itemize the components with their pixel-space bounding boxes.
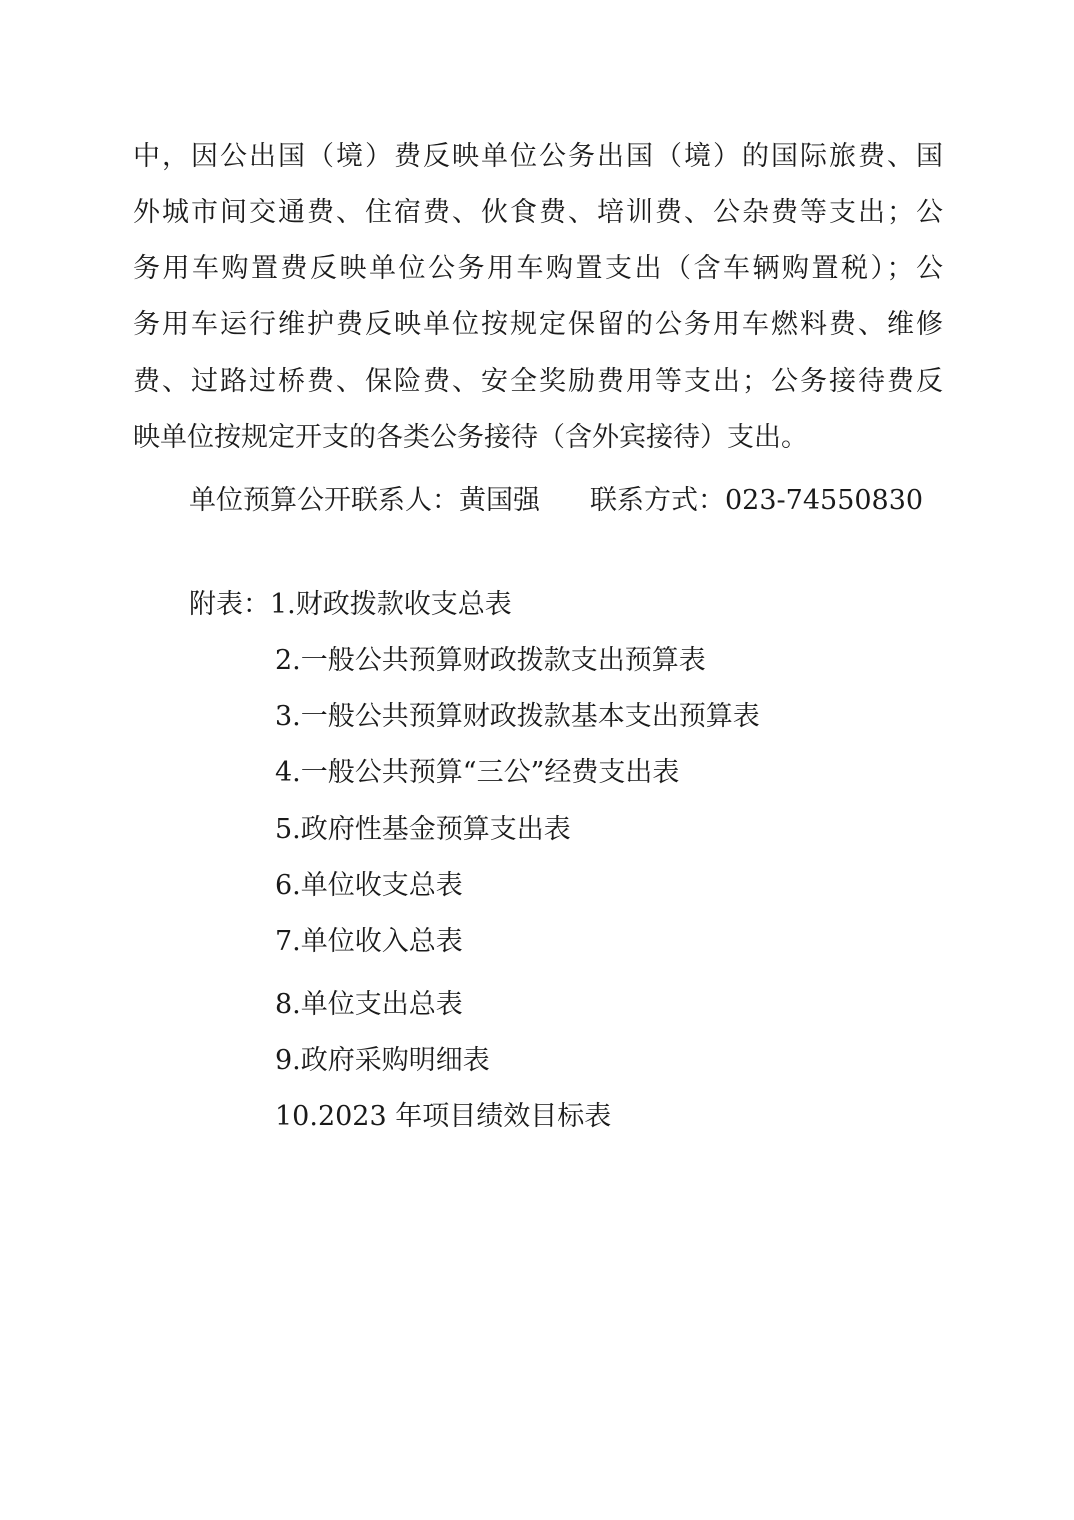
attachment-first-row xyxy=(189,585,512,625)
contact-line xyxy=(189,481,923,521)
paragraph-line-6: 映单位按规定开支的各类公务接待（含外宾接待）支出。 xyxy=(133,422,808,453)
attachment-item-5: 5.政府性基金预算支出表 xyxy=(275,814,571,845)
paragraph-line-4: 务用车运行维护费反映单位按规定保留的公务用车燃料费、维修 xyxy=(133,309,943,340)
attachment-item-9: 9.政府采购明细表 xyxy=(275,1045,490,1076)
contact-phone: 联系方式：023-74550830 xyxy=(590,485,924,516)
paragraph-line-2: 外城市间交通费、住宿费、伙食费、培训费、公杂费等支出；公 xyxy=(133,197,943,228)
attachment-item-4: 4.一般公共预算“三公”经费支出表 xyxy=(275,757,680,788)
paragraph-line-5: 费、过路过桥费、保险费、安全奖励费用等支出；公务接待费反 xyxy=(133,366,943,397)
attachment-item-3: 3.一般公共预算财政拨款基本支出预算表 xyxy=(275,701,760,732)
paragraph-line-3: 务用车购置费反映单位公务用车购置支出（含车辆购置税）；公 xyxy=(133,253,943,284)
attachment-item-10: 10.2023 年项目绩效目标表 xyxy=(275,1101,612,1132)
paragraph-line-1: 中，因公出国（境）费反映单位公务出国（境）的国际旅费、国 xyxy=(133,141,943,172)
contact-person: 单位预算公开联系人：黄国强 xyxy=(189,485,540,516)
attachment-item-1: 1.财政拨款收支总表 xyxy=(270,589,512,620)
attachment-item-6: 6.单位收支总表 xyxy=(275,870,463,901)
attachment-item-2: 2.一般公共预算财政拨款支出预算表 xyxy=(275,645,706,676)
attachment-label: 附表： xyxy=(189,589,270,620)
attachment-item-8: 8.单位支出总表 xyxy=(275,989,463,1020)
attachment-item-7: 7.单位收入总表 xyxy=(275,926,463,957)
